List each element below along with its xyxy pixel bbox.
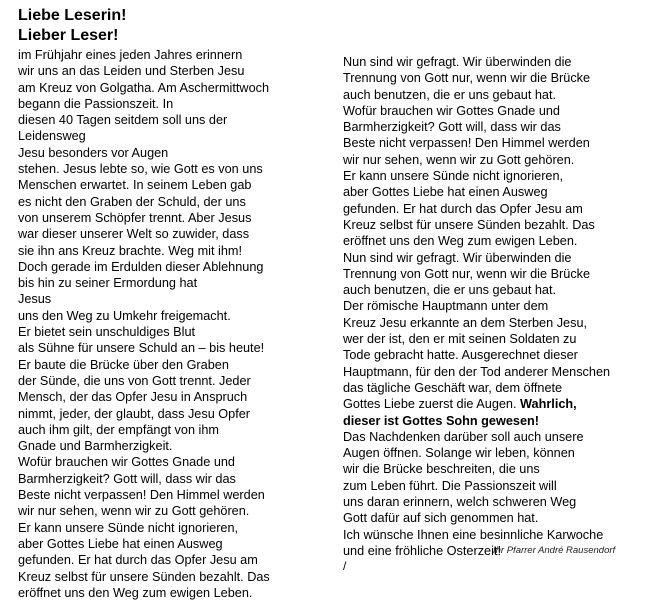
text-line: Trennung von Gott nur, wenn wir die Brücke (343, 266, 591, 281)
text-line: als Sühne für unsere Schuld an – bis heute! (18, 341, 265, 356)
text-line: stehen. Jesus lebte so, wie Gott es von uns (18, 162, 263, 177)
signature: Ihr Pfarrer André Rausendorf (493, 545, 616, 556)
text-line: und eine fröhliche Osterzeit! (343, 543, 501, 558)
text-line: war dieser unserer Welt so zuwider, dass (18, 227, 250, 242)
right-column-lines (343, 54, 643, 396)
text-line: Er bietet sein unschuldiges Blut (18, 325, 196, 340)
left-column (18, 0, 318, 601)
text-line: Der römische Hauptmann unter dem (343, 299, 549, 314)
text-line: auch benutzen, die er uns gebaut hat. (343, 87, 557, 102)
text-line: bis hin zu seiner Ermordung hat (18, 276, 198, 291)
text-line: aber Gottes Liebe hat einen Ausweg (18, 536, 223, 551)
text-line: gefunden. Er hat durch das Opfer Jesu am (343, 201, 583, 216)
left-column-text (18, 46, 318, 601)
text-bold: Wahrlich, (520, 397, 577, 412)
text-line: wer der ist, den er mit seinen Soldaten zu (343, 332, 577, 347)
text-line: Gott dafür auf sich genommen hat. (343, 511, 539, 526)
text-line: Kreuz selbst für unsere Sünden bezahlt. Das (343, 217, 595, 232)
text-plain: Gottes Liebe zuerst die Augen. (343, 397, 521, 412)
text-line: Beste nicht verpassen! Den Himmel werden (18, 488, 265, 503)
text-line: im Frühjahr eines jeden Jahres erinnern (18, 48, 243, 62)
text-line: Trennung von Gott nur, wenn wir die Brücke (343, 71, 591, 86)
text-line: nimmt, jeder, der glaubt, dass Jesu Opfer (18, 406, 251, 421)
text-line: Gnade und Barmherzigkeit. (18, 439, 173, 454)
text-line: Nun sind wir gefragt. Wir überwinden die (343, 250, 572, 265)
text-line: es nicht den Graben der Schuld, der uns (18, 194, 246, 209)
text-line: sie ihn ans Kreuz brachte. Weg mit ihm! (18, 243, 243, 258)
text-line: Wofür brauchen wir Gottes Gnade und (343, 103, 560, 118)
text-line: wir uns an das Leiden und Sterben Jesu (18, 64, 245, 79)
text-line: Beste nicht verpassen! Den Himmel werden (343, 136, 590, 151)
text-line: Er kann unsere Sünde nicht ignorieren, (18, 520, 239, 535)
text-line: auch benutzen, die er uns gebaut hat. (343, 283, 557, 298)
stray-mark: / (343, 559, 347, 574)
text-line: Kreuz Jesu erkannte an dem Sterben Jesu, (343, 315, 588, 330)
text-line: begann die Passionszeit. In (18, 96, 174, 111)
text-line: Jesu besonders vor Augen (18, 145, 169, 160)
text-line: Tode gebracht hatte. Ausgerechnet dieser (343, 348, 578, 363)
text-line: wir die Brücke beschreiten, die uns (343, 462, 540, 477)
text-line: aber Gottes Liebe hat einen Ausweg (343, 185, 548, 200)
greeting-line-2: Lieber Leser! (18, 27, 119, 44)
text-line: uns daran erinnern, welch schweren Weg (343, 495, 577, 510)
text-line: diesen 40 Tagen seitdem soll uns der (18, 113, 228, 128)
right-column-text (343, 0, 643, 573)
text-line: Das Nachdenken darüber soll auch unsere (343, 429, 584, 444)
text-line: von unserem Schöpfer trennt. Aber Jesus (18, 210, 252, 225)
text-line: eröffnet uns den Weg zum ewigen Leben. (18, 585, 253, 600)
text-line: Er kann unsere Sünde nicht ignorieren, (343, 169, 564, 184)
text-line: wir nur sehen, wenn wir zu Gott gehören. (18, 504, 250, 519)
text-line: auch ihm gilt, der empfängt von ihm (18, 422, 219, 437)
text-line-bold: dieser ist Gottes Sohn gewesen! (343, 413, 539, 428)
text-line: Er baute die Brücke über den Graben (18, 357, 229, 372)
greeting (18, 0, 318, 46)
text-line: eröffnet uns den Weg zum ewigen Leben. (343, 234, 578, 249)
text-line: Barmherzigkeit? Gott will, dass wir das (343, 120, 561, 135)
text-line: Kreuz selbst für unsere Sünden bezahlt. Das (18, 569, 270, 584)
text-line (343, 396, 643, 412)
text-line: Jesus (18, 292, 52, 307)
text-line: Mensch, der das Opfer Jesu in Anspruch (18, 390, 248, 405)
right-column (343, 0, 643, 573)
text-line: Menschen erwartet. In seinem Leben gab (18, 178, 252, 193)
text-line: Augen öffnen. Solange wir leben, können (343, 446, 575, 461)
text-line: Barmherzigkeit? Gott will, dass wir das (18, 471, 236, 486)
text-line: Leidensweg (18, 129, 86, 144)
text-line: am Kreuz von Golgatha. Am Aschermittwoch (18, 80, 270, 95)
text-line: Ich wünsche Ihnen eine besinnliche Karwoche (343, 527, 604, 542)
text-line: gefunden. Er hat durch das Opfer Jesu am (18, 553, 258, 568)
text-line: Hauptmann, für den der Tod anderer Menschen (343, 364, 611, 379)
text-line: Wofür brauchen wir Gottes Gnade und (18, 455, 235, 470)
text-line: Nun sind wir gefragt. Wir überwinden die (343, 55, 572, 69)
text-line: wir nur sehen, wenn wir zu Gott gehören. (343, 152, 575, 167)
text-line: der Sünde, die uns von Gott trennt. Jeder (18, 373, 251, 388)
text-line: das tägliche Geschäft war, dem öffnete (343, 380, 563, 395)
text-line: uns den Weg zu Umkehr freigemacht. (18, 308, 231, 323)
greeting-line-1: Liebe Leserin! (18, 7, 127, 24)
text-line: zum Leben führt. Die Passionszeit will (343, 478, 557, 493)
right-column-closing-lines (343, 429, 643, 559)
text-line: Doch gerade im Erdulden dieser Ablehnung (18, 259, 264, 274)
